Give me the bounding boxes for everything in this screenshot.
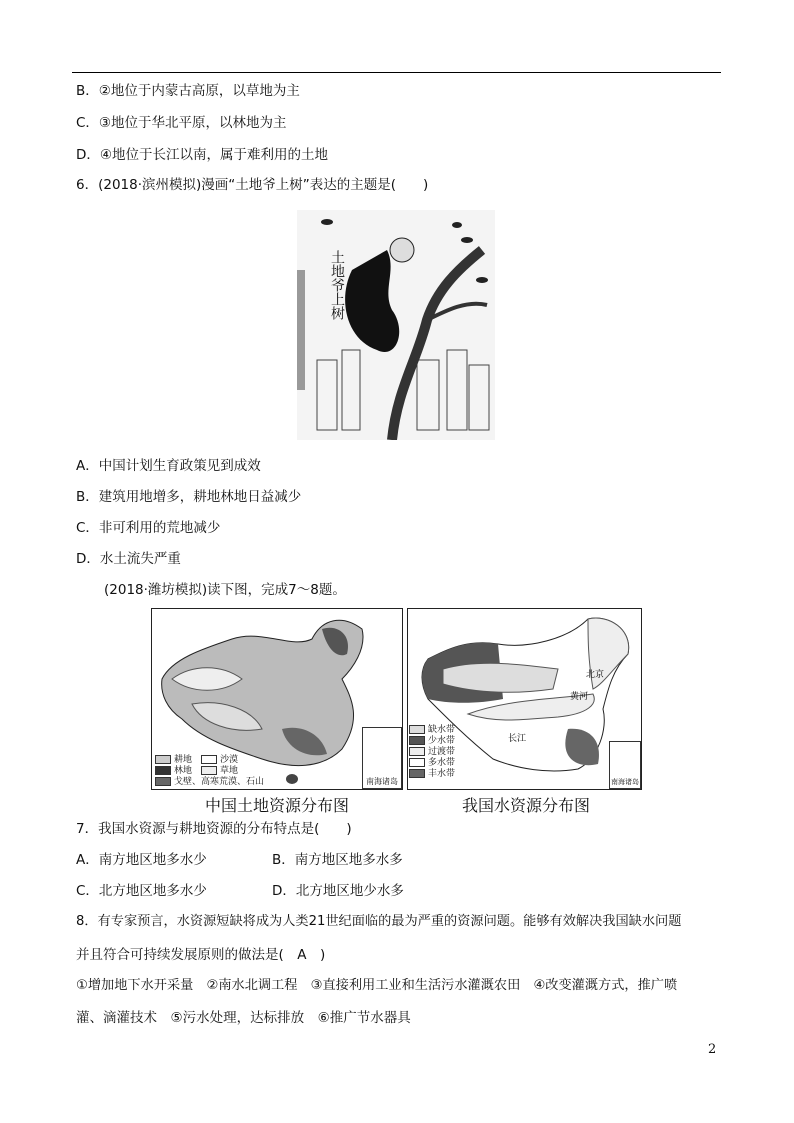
legend-barren: 戈壁、高寒荒漠、石山 bbox=[174, 777, 265, 787]
q8-choices-line2: 灌、滴灌技术 ⑤污水处理，达标排放 ⑥推广节水器具 bbox=[76, 1010, 411, 1026]
cartoon-caption: 土地爷上树 bbox=[329, 250, 345, 320]
inset-south-china-sea: 南海诸岛 bbox=[609, 741, 641, 789]
legend-water-abundant: 丰水带 bbox=[428, 769, 456, 779]
q6-option-b: B．建筑用地增多，耕地林地日益减少 bbox=[76, 489, 302, 505]
legend-farmland: 耕地 bbox=[174, 755, 193, 765]
q8-choices-line1: ①增加地下水开采量 ②南水北调工程 ③直接利用工业和生活污水灌溉农田 ④改变灌溉方式，推广喷 bbox=[76, 978, 678, 993]
legend-grassland: 草地 bbox=[220, 766, 239, 776]
land-resource-map bbox=[151, 608, 403, 790]
q5-option-c: C．③地位于华北平原，以林地为主 bbox=[76, 115, 287, 131]
q8-stem-line1: 8．有专家预言，水资源短缺将成为人类21世纪面临的最为严重的资源问题。能够有效解决我国缺水问题 bbox=[76, 914, 682, 929]
label-yangtze: 长江 bbox=[508, 734, 527, 744]
label-beijing: 北京 bbox=[586, 670, 605, 680]
q7-option-b: B．南方地区地多水多 bbox=[272, 852, 403, 868]
inset-south-china-sea: 南海诸岛 bbox=[362, 727, 402, 789]
q6-stem: 6．(2018·滨州模拟)漫画“土地爷上树”表达的主题是( ) bbox=[76, 177, 429, 193]
q7-option-a: A．南方地区地多水少 bbox=[76, 852, 207, 868]
q6-option-a: A．中国计划生育政策见到成效 bbox=[76, 458, 261, 474]
q6-option-c: C．非可利用的荒地减少 bbox=[76, 520, 221, 536]
q7-stem: 7．我国水资源与耕地资源的分布特点是( ) bbox=[76, 821, 352, 837]
q7-option-c: C．北方地区地多水少 bbox=[76, 883, 207, 899]
q6-option-d: D．水土流失严重 bbox=[76, 551, 181, 567]
q5-option-b: B．②地位于内蒙古高原，以草地为主 bbox=[76, 83, 300, 99]
legend-water-low: 少水带 bbox=[428, 736, 456, 746]
q5-option-d: D．④地位于长江以南，属于难利用的土地 bbox=[76, 147, 328, 163]
land-map-caption: 中国土地资源分布图 bbox=[205, 796, 350, 815]
legend-water-rich: 多水带 bbox=[428, 758, 456, 768]
q7-8-intro: (2018·潍坊模拟)读下图，完成7～8题。 bbox=[104, 582, 346, 598]
label-yellow-river: 黄河 bbox=[570, 692, 589, 702]
legend-forest: 林地 bbox=[174, 766, 193, 776]
cartoon-image bbox=[297, 210, 495, 440]
water-map-caption: 我国水资源分布图 bbox=[462, 796, 591, 815]
page-number: 2 bbox=[708, 1042, 717, 1057]
q8-stem-line2: 并且符合可持续发展原则的做法是( A ) bbox=[76, 947, 326, 963]
legend-desert: 沙漠 bbox=[220, 755, 239, 765]
header-rule bbox=[72, 72, 721, 73]
q7-option-d: D．北方地区地少水多 bbox=[272, 883, 404, 899]
water-resource-map bbox=[407, 608, 642, 790]
legend-water-transition: 过渡带 bbox=[428, 747, 456, 757]
legend-water-scarce: 缺水带 bbox=[428, 725, 456, 735]
